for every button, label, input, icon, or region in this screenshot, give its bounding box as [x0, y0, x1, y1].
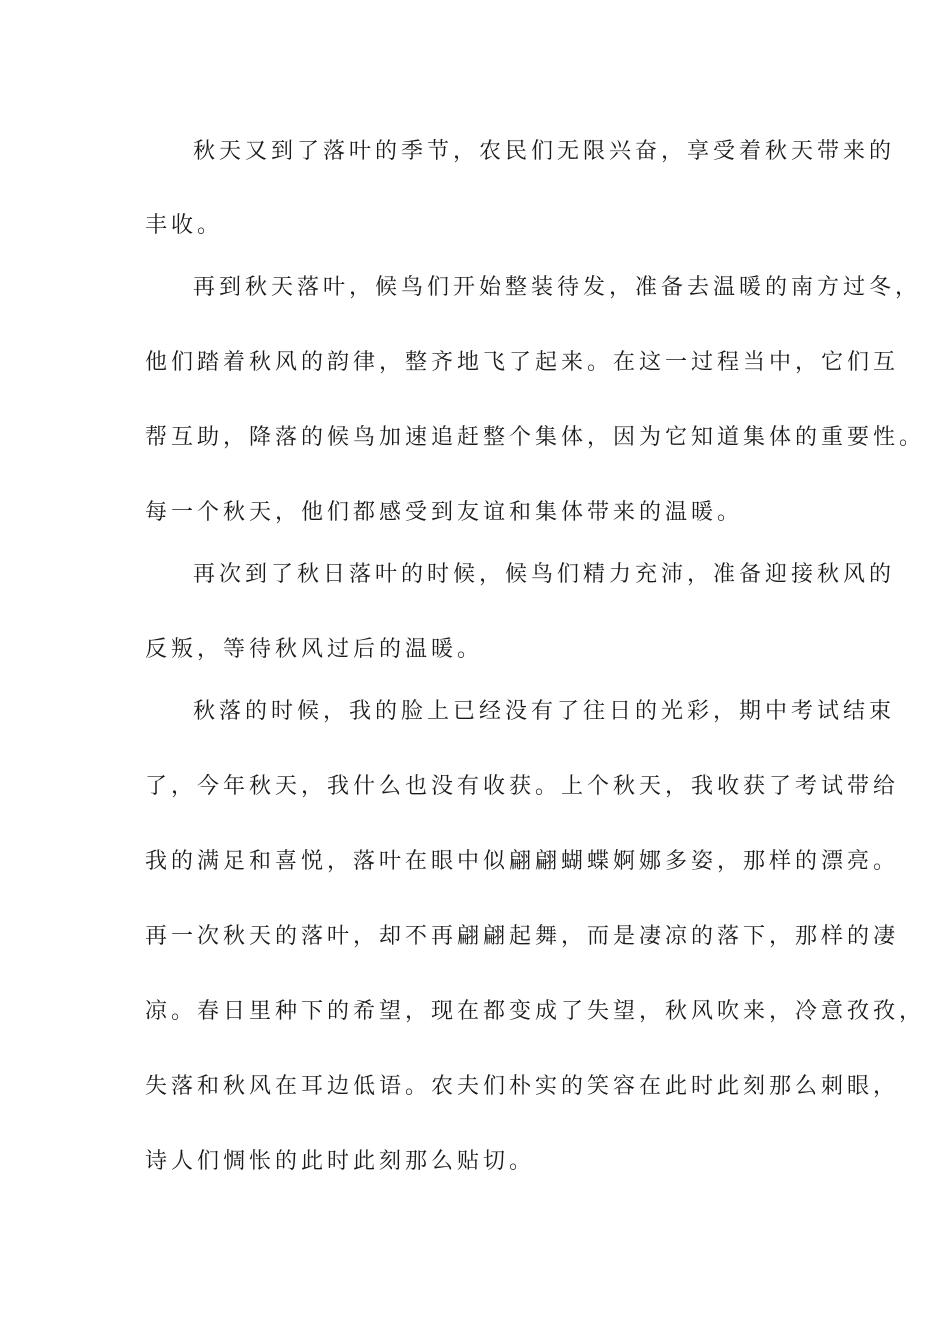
paragraph-4-line-5: 凉。春日里种下的希望，现在都变成了失望，秋风吹来，冷意孜孜， — [145, 999, 926, 1024]
paragraph-4-line-4: 再一次秋天的落叶，却不再翩翩起舞，而是凄凉的落下，那样的凄 — [145, 924, 900, 949]
paragraph-2-line-1: 再到秋天落叶，候鸟们开始整装待发，准备去温暖的南方过冬， — [193, 275, 922, 300]
paragraph-4-line-3: 我的满足和喜悦，落叶在眼中似翩翩蝴蝶婀娜多姿，那样的漂亮。 — [145, 849, 900, 874]
paragraph-3-line-2: 反叛，等待秋风过后的温暖。 — [145, 637, 484, 662]
paragraph-1-line-1: 秋天又到了落叶的季节，农民们无限兴奋，享受着秋天带来的 — [193, 139, 896, 164]
paragraph-4-line-6: 失落和秋风在耳边低语。农夫们朴实的笑容在此时此刻那么刺眼， — [145, 1074, 900, 1099]
paragraph-3-line-1: 再次到了秋日落叶的时候，候鸟们精力充沛，准备迎接秋风的 — [193, 562, 896, 587]
paragraph-4-line-7: 诗人们惆怅的此时此刻那么贴切。 — [145, 1149, 536, 1174]
paragraph-1-line-2: 丰收。 — [145, 213, 224, 238]
paragraph-2-line-3: 帮互助，降落的候鸟加速追赶整个集体，因为它知道集体的重要性。 — [145, 425, 926, 450]
paragraph-2-line-4: 每一个秋天，他们都感受到友谊和集体带来的温暖。 — [145, 500, 744, 525]
paragraph-4-line-1: 秋落的时候，我的脸上已经没有了往日的光彩，期中考试结束 — [193, 699, 896, 724]
paragraph-4-line-2: 了，今年秋天，我什么也没有收获。上个秋天，我收获了考试带给 — [145, 774, 900, 799]
paragraph-2-line-2: 他们踏着秋风的韵律，整齐地飞了起来。在这一过程当中，它们互 — [145, 350, 900, 375]
